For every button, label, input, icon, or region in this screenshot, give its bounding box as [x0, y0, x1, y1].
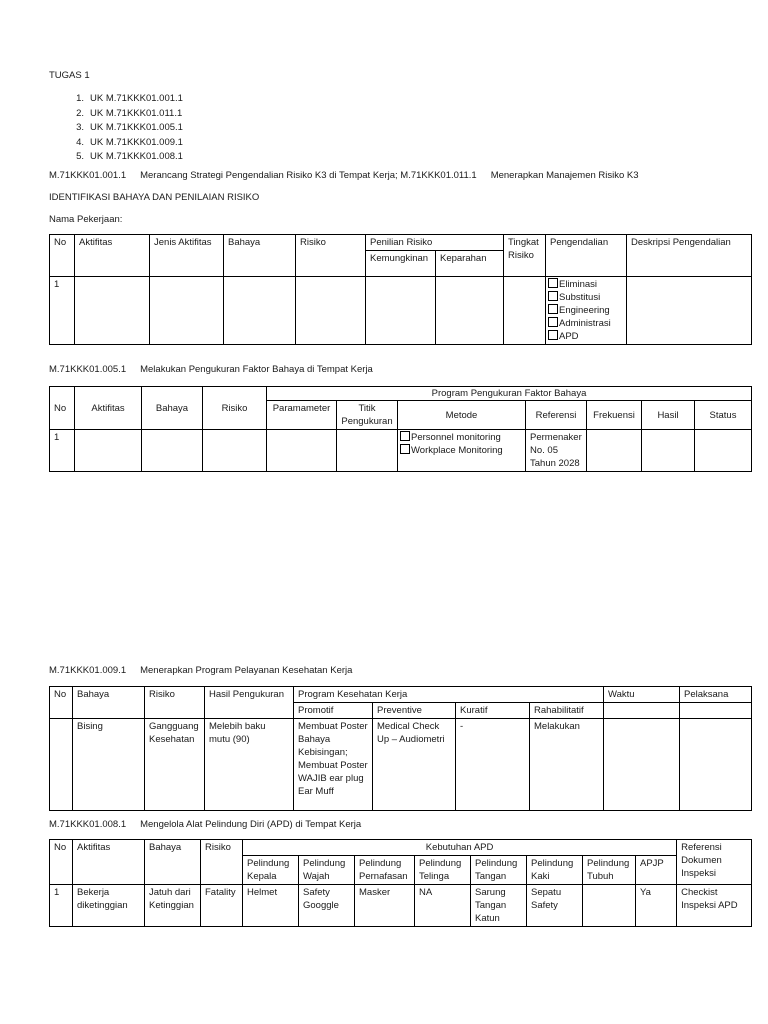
- control-option[interactable]: APD: [548, 330, 624, 343]
- cell-preventive: Medical Check Up – Audiometri: [373, 719, 456, 811]
- control-option[interactable]: Engineering: [548, 304, 624, 317]
- header-waktu: Waktu: [604, 687, 680, 703]
- header-frekuensi: Frekuensi: [587, 401, 642, 430]
- header-risiko: Risiko: [296, 235, 366, 277]
- header-bahaya: Bahaya: [145, 840, 201, 885]
- cell-rehabilitatif: Melakukan: [530, 719, 604, 811]
- cell-kepala: Helmet: [243, 885, 299, 927]
- cell-referensi: Permenaker No. 05 Tahun 2028: [526, 430, 587, 472]
- section1-subtitle: IDENTIFIKASI BAHAYA DAN PENILAIAN RISIKO: [49, 192, 260, 203]
- header-kebutuhan-apd: Kebutuhan APD: [243, 840, 677, 856]
- header-apjp: APJP: [636, 856, 677, 885]
- list-item: 4. UK M.71KKK01.009.1: [76, 136, 183, 148]
- header-tingkat-risiko: Tingkat Risiko: [504, 235, 546, 277]
- header-pelindung-kaki: Pelindung Kaki: [527, 856, 583, 885]
- header-no: No: [50, 840, 73, 885]
- header-pelaksana: Pelaksana: [680, 687, 752, 703]
- list-item: 5. UK M.71KKK01.008.1: [76, 151, 183, 162]
- cell-hasil: Melebih baku mutu (90): [205, 719, 294, 811]
- control-option[interactable]: Substitusi: [548, 291, 624, 304]
- method-option[interactable]: Workplace Monitoring: [400, 444, 523, 457]
- page-heading: TUGAS 1: [49, 70, 90, 81]
- header-hasil-pengukuran: Hasil Pengukuran: [205, 687, 294, 719]
- header-pelindung-tangan: Pelindung Tangan: [471, 856, 527, 885]
- header-pelindung-telinga: Pelindung Telinga: [415, 856, 471, 885]
- header-promotif: Promotif: [294, 703, 373, 719]
- header-pelindung-wajah: Pelindung Wajah: [299, 856, 355, 885]
- table-row: [50, 719, 752, 811]
- cell-kaki: Sepatu Safety: [527, 885, 583, 927]
- header-keparahan: Keparahan: [436, 251, 504, 277]
- header-metode: Metode: [398, 401, 526, 430]
- checkbox-icon[interactable]: [548, 278, 558, 288]
- cell-aktifitas: Bekerja diketinggian: [73, 885, 145, 927]
- header-aktifitas: Aktifitas: [75, 387, 142, 430]
- cell-pernafasan: Masker: [355, 885, 415, 927]
- table-row: [50, 430, 752, 472]
- header-deskripsi: Deskripsi Pengendalian: [627, 235, 752, 277]
- cell-referensi: Checkist Inspeksi APD: [677, 885, 752, 927]
- header-aktifitas: Aktifitas: [75, 235, 150, 277]
- header-program-pengukuran: Program Pengukuran Faktor Bahaya: [267, 387, 752, 401]
- section2-title: M.71KKK01.005.1 Melakukan Pengukuran Faktor Bahaya di Tempat Kerja: [49, 364, 373, 375]
- header-hasil: Hasil: [642, 401, 695, 430]
- header-titik-pengukuran: Titik Pengukuran: [337, 401, 398, 430]
- cell-risiko: Fatality: [201, 885, 243, 927]
- cell-risiko: Gangguang Kesehatan: [145, 719, 205, 811]
- checkbox-icon[interactable]: [548, 304, 558, 314]
- cell-bahaya: Bising: [73, 719, 145, 811]
- header-no: No: [50, 687, 73, 719]
- header-risiko: Risiko: [201, 840, 243, 885]
- section3-title: M.71KKK01.009.1 Menerapkan Program Pelayanan Kesehatan Kerja: [49, 665, 353, 676]
- checkbox-icon[interactable]: [548, 330, 558, 340]
- header-pelindung-tubuh: Pelindung Tubuh: [583, 856, 636, 885]
- risk-assessment-table: [49, 234, 752, 345]
- control-option[interactable]: Eliminasi: [548, 278, 624, 291]
- cell-wajah: Safety Googgle: [299, 885, 355, 927]
- header-status: Status: [695, 401, 752, 430]
- header-aktifitas: Aktifitas: [73, 840, 145, 885]
- task-list: [49, 92, 183, 165]
- cell-apjp: Ya: [636, 885, 677, 927]
- checkbox-icon[interactable]: [400, 431, 410, 441]
- cell-tubuh: [583, 885, 636, 927]
- cell-tangan: Sarung Tangan Katun: [471, 885, 527, 927]
- header-jenis-aktifitas: Jenis Aktifitas: [150, 235, 224, 277]
- list-item: 3. UK M.71KKK01.005.1: [76, 122, 183, 133]
- header-referensi: Referensi Dokumen Inspeksi: [677, 840, 752, 885]
- header-referensi: Referensi: [526, 401, 587, 430]
- cell-pelaksana: [680, 719, 752, 811]
- method-option[interactable]: Personnel monitoring: [400, 431, 523, 444]
- health-program-table: [49, 686, 752, 811]
- cell-no: 1: [50, 277, 75, 345]
- header-bahaya: Bahaya: [224, 235, 296, 277]
- header-no: No: [50, 235, 75, 277]
- list-item: 1. UK M.71KKK01.001.1: [76, 93, 183, 104]
- header-rehabilitatif: Rahabilitatif: [530, 703, 604, 719]
- header-program-kesehatan: Program Kesehatan Kerja: [294, 687, 604, 703]
- section1-title: M.71KKK01.001.1 Merancang Strategi Pengendalian Risiko K3 di Tempat Kerja; M.71KKK01.011.1 Menerapkan Manajemen Risiko K3: [49, 170, 639, 181]
- header-bahaya: Bahaya: [142, 387, 203, 430]
- cell-no: 1: [50, 885, 73, 927]
- header-parameter: Paramameter: [267, 401, 337, 430]
- list-item: 2. UK M.71KKK01.011.1: [76, 107, 183, 119]
- checkbox-icon[interactable]: [400, 444, 410, 454]
- header-no: No: [50, 387, 75, 430]
- cell-no: 1: [50, 430, 75, 472]
- cell-promotif: Membuat Poster Bahaya Kebisingan; Membuat Poster WAJIB ear plug Ear Muff: [294, 719, 373, 811]
- cell-no: [50, 719, 73, 811]
- hazard-measurement-table: [49, 386, 752, 472]
- job-name-label: Nama Pekerjaan:: [49, 214, 123, 225]
- control-option[interactable]: Administrasi: [548, 317, 624, 330]
- header-pelindung-kepala: Pelindung Kepala: [243, 856, 299, 885]
- header-penilaian-risiko: Penilian Risiko: [366, 235, 504, 251]
- cell-kuratif: -: [456, 719, 530, 811]
- checkbox-icon[interactable]: [548, 291, 558, 301]
- cell-telinga: NA: [415, 885, 471, 927]
- header-bahaya: Bahaya: [73, 687, 145, 719]
- header-risiko: Risiko: [203, 387, 267, 430]
- section4-title: M.71KKK01.008.1 Mengelola Alat Pelindung Diri (APD) di Tempat Kerja: [49, 819, 362, 830]
- checkbox-icon[interactable]: [548, 317, 558, 327]
- cell-bahaya: Jatuh dari Ketinggian: [145, 885, 201, 927]
- method-options: [398, 430, 526, 472]
- header-kemungkinan: Kemungkinan: [366, 251, 436, 277]
- header-preventive: Preventive: [373, 703, 456, 719]
- cell-waktu: [604, 719, 680, 811]
- table-row: [50, 277, 752, 345]
- header-risiko: Risiko: [145, 687, 205, 719]
- control-options: [546, 277, 627, 345]
- apd-table: [49, 839, 752, 927]
- header-kuratif: Kuratif: [456, 703, 530, 719]
- header-pelindung-pernafasan: Pelindung Pernafasan: [355, 856, 415, 885]
- table-row: [50, 885, 752, 927]
- header-pengendalian: Pengendalian: [546, 235, 627, 277]
